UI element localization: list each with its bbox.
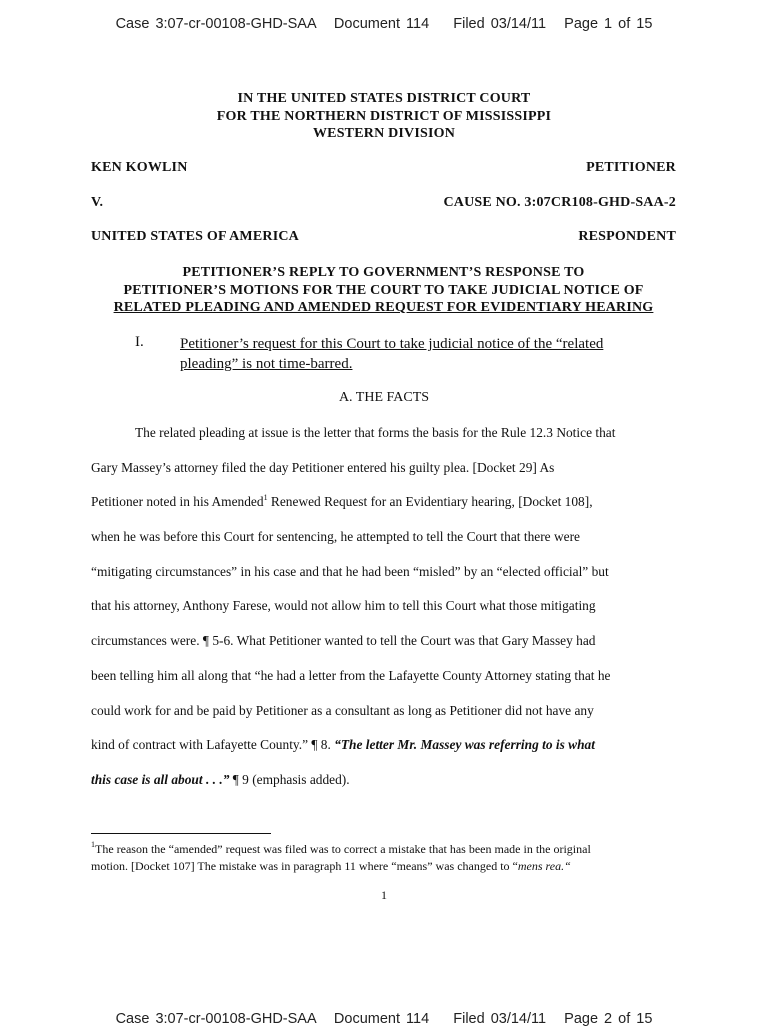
section-numeral: I. <box>135 334 144 350</box>
body-text: Petitioner noted in his Amended <box>91 494 264 509</box>
document-title <box>91 264 676 317</box>
court-name: IN THE UNITED STATES DISTRICT COURT <box>237 91 531 106</box>
footnote-line <box>91 859 676 874</box>
body-line <box>91 494 676 510</box>
body-line: circumstances were. ¶ 5-6. What Petitioner wanted to tell the Court was that Gary Massey had <box>91 633 596 648</box>
party-row-petitioner <box>91 160 676 176</box>
section-heading <box>180 334 603 374</box>
page-number: 1 <box>381 888 387 902</box>
footnote-line <box>91 842 676 857</box>
body-line: when he was before this Court for sentencing, he attempted to tell the Court that there were <box>91 529 580 544</box>
body-text: kind of contract with Lafayette County.” ¶ 8. <box>91 737 335 752</box>
body-text: Renewed Request for an Evidentiary hearing, [Docket 108], <box>267 494 593 509</box>
body-line: that his attorney, Anthony Farese, would not allow him to tell this Court what those mitigating <box>91 598 596 613</box>
party-row-versus <box>91 195 676 211</box>
petitioner-name: KEN KOWLIN <box>91 160 188 175</box>
versus-label: V. <box>91 195 104 210</box>
footnote-marker: 1 <box>91 840 95 849</box>
party-row-respondent <box>91 229 676 245</box>
emphasized-quote: “The letter Mr. Massey was referring to is what <box>334 737 595 752</box>
next-page-ecf-header: Case 3:07-cr-00108-GHD-SAA Document 114 Filed 03/14/11 Page 2 of 15 <box>115 1011 653 1027</box>
footnote-text: The reason the “amended” request was filed was to correct a mistake that has been made in the original <box>95 842 591 856</box>
section-heading-line: pleading” is not time-barred. <box>180 356 353 372</box>
title-line-underlined: RELATED PLEADING AND AMENDED REQUEST FOR EVIDENTIARY HEARING <box>113 300 654 315</box>
court-district: FOR THE NORTHERN DISTRICT OF MISSISSIPPI <box>216 108 552 124</box>
subheading-facts: A. THE FACTS <box>338 390 430 405</box>
title-line <box>91 299 676 317</box>
body-line: The related pleading at issue is the letter that forms the basis for the Rule 12.3 Notice that <box>135 425 616 440</box>
petitioner-role: PETITIONER <box>586 160 676 175</box>
section-heading-line: Petitioner’s request for this Court to take judicial notice of the “related <box>180 336 604 352</box>
footnote-text: motion. [Docket 107] The mistake was in paragraph 11 where “means” was changed to “ <box>91 859 518 873</box>
court-division: WESTERN DIVISION <box>312 126 456 141</box>
footnote-separator <box>91 833 271 834</box>
body-line: “mitigating circumstances” in his case and that he had been “misled” by an “elected official” but <box>91 564 609 579</box>
title-line: PETITIONER’S MOTIONS FOR THE COURT TO TAKE JUDICIAL NOTICE OF <box>123 282 644 298</box>
footnote-reference: 1 <box>263 493 268 502</box>
emphasized-quote: this case is all about . . .” <box>91 772 230 787</box>
respondent-role: RESPONDENT <box>578 229 676 244</box>
cause-number: CAUSE NO. 3:07CR108-GHD-SAA-2 <box>443 195 676 210</box>
court-caption <box>0 90 768 143</box>
title-line: PETITIONER’S REPLY TO GOVERNMENT’S RESPONSE TO <box>182 265 585 280</box>
body-line: been telling him all along that “he had a letter from the Lafayette County Attorney stating that he <box>91 668 611 683</box>
ecf-header: Case 3:07-cr-00108-GHD-SAA Document 114 Filed 03/14/11 Page 1 of 15 <box>115 16 653 32</box>
footnote-italic-term: mens rea.“ <box>517 859 571 873</box>
respondent-name: UNITED STATES OF AMERICA <box>91 229 299 244</box>
body-line <box>91 737 676 753</box>
body-line: Gary Massey’s attorney filed the day Petitioner entered his guilty plea. [Docket 29] As <box>91 460 555 475</box>
body-text: ¶ 9 (emphasis added). <box>229 772 350 787</box>
body-line: could work for and be paid by Petitioner as a consultant as long as Petitioner did not have any <box>91 703 594 718</box>
body-line <box>91 772 676 788</box>
